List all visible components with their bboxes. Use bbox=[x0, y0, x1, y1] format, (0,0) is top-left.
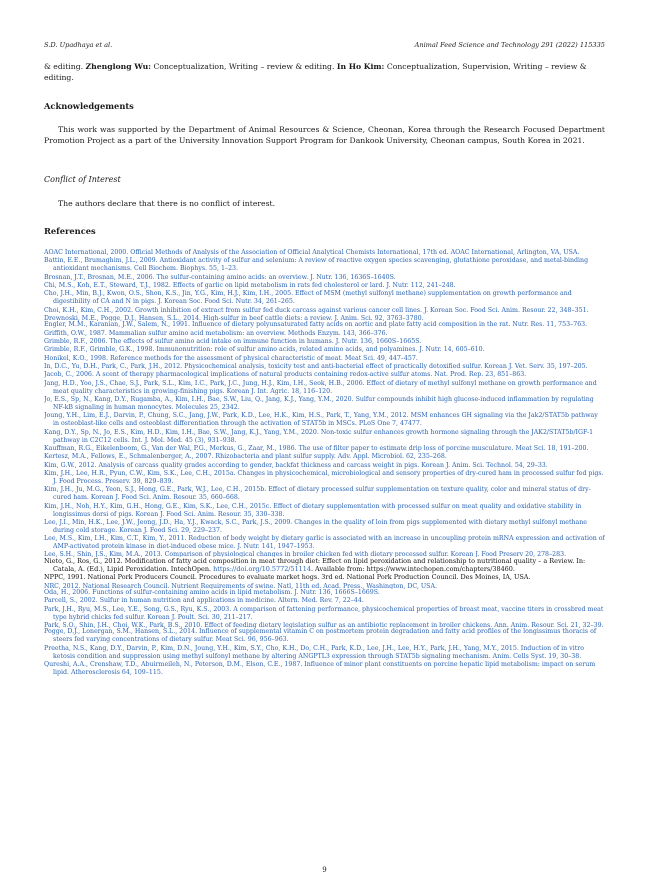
reference-item[interactable]: Battin, E.E., Brumaghim, J.L., 2009. Antioxidant activity of sulfur and selenium: A review of reactive oxygen species scavenging, glutathione peroxidase, and metal-binding antioxidant mechanisms. Cell Biochem. Biophys. 55, 1–23. bbox=[44, 257, 589, 273]
reference-item[interactable]: Pogge, D.J., Lonergan, S.M., Hansen, S.L., 2014. Influence of supplemental vitamin C on postmortem protein degradation and fatty acid profiles of the longissimus thoracis of steers fed varying concentrations of dietary sulfur. Meat Sci. 96, 956–963. bbox=[44, 628, 597, 644]
reference-list bbox=[44, 249, 605, 677]
header-authors: S.D. Upadhaya et al. bbox=[44, 41, 113, 49]
reference-item[interactable]: Preetha, N.S., Kang, D.Y., Darvin, P., Kim, D.N., Joung, Y.H., Kim, S.Y., Cho, K.H., Do, C.H., Park, K.D., Lee, J.H., Lee, H.Y., Park, J.H., Yang, M.Y., 2015. Induction of in vitro ketosis condition and suppression using methyl sulfonyl methane by altering ANGPTL3 expression through STAT5b signaling mechanism. Anim. Cells Syst. 19, 30–38. bbox=[44, 644, 584, 660]
reference-item-nieto bbox=[44, 558, 605, 574]
reference-item[interactable]: Drewnoski, M.E., Pogge, D.J., Hansen, S.L., 2014. High-sulfur in beef cattle diets: a review. J. Anim. Sci. 92, 3763–3780. bbox=[44, 314, 424, 321]
reference-item[interactable]: Kim, J.H., Lee, H.R., Pyun, C.W., Kim, S.K., Lee, C.H., 2015a. Changes in physicochemical, microbiological and sensory properties of dry-cured ham in processed sulfur fed pigs. J. Food Process. Preserv. 39, 829–839. bbox=[44, 469, 604, 485]
nieto-doi-link[interactable]: https://doi.org/10.5772/51114 bbox=[213, 564, 311, 573]
reference-item[interactable]: Joung, Y.H., Lim, E.J., Darvin, P., Chung, S.C., Jang, J.W., Park, K.D., Lee, H.K., Kim, H.S., Park, T., Yang, Y.M., 2012. MSM enhances GH signaling via the Jak2/STAT5b pathway in osteoblast-like cells and osteoblast differentiation through the activation of STAT5b in MSCs. PLoS One 7, 47477. bbox=[44, 412, 598, 428]
references-heading: References bbox=[44, 226, 96, 236]
reference-item[interactable]: Jang, H.D., Yoo, J.S., Chae, S.J., Park, S.L., Kim, I.C., Park, J.C., Jung, H.J., Kim, I.H., Seok, H.B., 2006. Effect of dietary of methyl sulfonyl methane on growth performance and meat quality characteristics in growing-finishing pigs. Korean J. Int. Agric. 18, 116–120. bbox=[44, 379, 597, 395]
reference-item[interactable]: Kim, J.H., Ju, M.G., Yeon, S.J., Hong, G.E., Park, W.J., Lee, C.H., 2015b. Effect of dietary processed sulfur supplementation on texture quality, color and mineral status of dry-cured ham. Korean J. Food Sci. Anim. Resour. 35, 660–668. bbox=[44, 486, 591, 502]
reference-item[interactable]: Grimble, R.F., 2006. The effects of sulfur amino acid intake on immune function in humans. J. Nutr. 136, 1660S–1665S. bbox=[44, 338, 422, 346]
reference-item[interactable]: Kang, D.Y., Sp, N., Jo, E.S., Kim, H.D., Kim, I.H., Bae, S.W., Jang, K.J., Yang, Y.M., 2020. Non-toxic sulfur enhances growth hormone signaling through the JAK2/STAT5b/IGF-1 pathway in C2C12 cells. Int. J. Mol. Med. 45 (3), 931–938. bbox=[44, 428, 594, 444]
reference-item[interactable]: Lee, J.I., Min, H.K., Lee, J.W., Jeong, J.D., Ha, Y.J., Kwack, S.C., Park, J.S., 2009. Changes in the quality of loin from pigs supplemented with dietary methyl sulfonyl methane during cold storage. Korean J. Food Sci. 29, 229–237. bbox=[44, 518, 587, 534]
reference-item[interactable]: Engler, M.M., Karanian, J.W., Salem, N., 1991. Influence of dietary polyunsaturated fatty acids on aortic and plate fatty acid composition in the rat. Nutr. Res. 11, 753–763. bbox=[44, 321, 588, 329]
reference-item[interactable]: Kauffman, R.G., Eikelenboom, G., Van der Wal, P.G., Merkus, G., Zaar, M., 1986. The use of filter paper to estimate drip loss of porcine musculature. Meat Sci. 18, 191–200. bbox=[44, 444, 589, 452]
reference-item[interactable]: Honikel, K.O., 1998. Reference methods for the assessment of physical characteristic of meat. Meat Sci. 49, 447–457. bbox=[44, 354, 418, 362]
conflict-text: The authors declare that there is no conflict of interest. bbox=[58, 199, 276, 208]
reference-item[interactable]: Grimble, R.F., Grimble, G.K., 1998. Immunonutrition: role of sulfur amino acids, related amino acids, and polyamines. J. Nutr. 14, 605–610. bbox=[44, 346, 485, 354]
nieto-text: Nieto, G., Ros, G., 2012. Modification of fatty acid composition in meat through diet: Effect on lipid peroxidation and relationship to nutritional quality – a Review. In: Catala, A. (Ed.), Lipid Peroxidation. IntechOpen. bbox=[44, 557, 586, 573]
page-number: 9 bbox=[322, 866, 327, 874]
reference-item[interactable]: NRC, 2012. National Research Council. Nutrient Requirements of swine. Natl, 11th ed. Acad. Press., Washington, DC, USA. bbox=[44, 582, 437, 589]
acknowledgements-heading: Acknowledgements bbox=[44, 101, 134, 111]
credit-text-kim: Conceptualization, Supervision, Writing – review & editing. bbox=[44, 62, 587, 82]
reference-item[interactable]: Chi, M.S., Koh, E.T., Steward, T.J., 1982. Effects of garlic on lipid metabolism in rats fed cholesterol or lard. J. Nutr. 112, 241–248. bbox=[44, 281, 456, 289]
reference-item[interactable]: Brosnan, J.T., Brosnan, M.E., 2006. The sulfur-containing amino acids: an overview. J. Nutr. 136, 1636S–1640S. bbox=[44, 273, 396, 281]
nieto-tail: . Available from: https://www.intechopen.com/chapters/38460. bbox=[310, 564, 515, 573]
reference-item[interactable]: Griffith, O.W., 1987. Mammalian sulfur amino acid metabolism: an overview. Methods Enzym. 143, 366–376. bbox=[44, 329, 388, 337]
reference-item[interactable]: Choi, K.H., Kim, C.H., 2002. Growth inhibition of extract from sulfur fed duck carcass against various cancer cell lines. J. Korean Soc. Food Sci. Anim. Resour. 22, 348–351. bbox=[44, 306, 589, 314]
reference-item[interactable]: Qureshi, A.A., Crenshaw, T.D., Abuirmeileh, N., Peterson, D.M., Elson, C.E., 1987. Influence of minor plant constituents on porcine hepatic lipid metabolism: impact on serum lipid. Atherosclerosis 64, 109–115. bbox=[44, 660, 596, 676]
acknowledgements-text: This work was supported by the Department of Animal Resources & Science, Cheonan, Korea through the Research Focused Department Promotion Project as a part of the University Innovation Support Program for Dankook University, Cheonan campus, South Korea in 2021. bbox=[44, 125, 605, 145]
reference-item[interactable]: Lee, S.H., Shin, J.S., Kim, M.A., 2013. Comparison of physiological changes in broiler chicken fed with dietary processed sulfur. Korean J. Food Preserv 20, 278–283. bbox=[44, 551, 567, 558]
reference-item[interactable]: Kim, G.W., 2012. Analysis of carcass quality grades according to gender, backfat thickness and carcass weight in pigs. Korean J. Anim. Sci. Technol. 54, 29–33. bbox=[44, 461, 548, 469]
conflict-heading: Conflict of Interest bbox=[44, 175, 121, 184]
reference-item[interactable]: Jacob, C., 2006. A scent of therapy pharmacological implications of natural products containing redox-active sulfur atoms. Nat. Prod. Rep. 23, 851–863. bbox=[44, 371, 527, 379]
reference-item[interactable]: AOAC International, 2000. Official Methods of Analysis of the Association of Official Analytical Chemists International, 17th ed. AOAC International, Arlington, VA, USA. bbox=[44, 249, 580, 256]
reference-item[interactable]: Lee, M.S., Kim, I.H., Kim, C.T., Kim, Y., 2011. Reduction of body weight by dietary garlic is associated with an increase in uncoupling protein mRNA expression and activation of AMP-activated protein kinase in diet-induced obese mice. J. Nutr. 141, 1947–1953. bbox=[44, 535, 605, 551]
reference-item[interactable]: Jo, E.S., Sp, N., Kang, D.Y., Rugamba, A., Kim, I.H., Bae, S.W., Liu, Q., Jang, K.J., Yang, Y.M., 2020. Sulfur compounds inhibit high glucose-induced inflammation by regulating NF-kB signaling in human monocytes. Molecules 25, 2342. bbox=[44, 396, 594, 412]
reference-item[interactable]: Cho, J.H., Min, B.J., Kwon, O.S., Shon, K.S., Jin, Y.G., Kim, H.J., Kim, I.H., 2005. Effect of MSM (methyl sulfonyl methane) supplementation on growth performance and digestibility of CA and N in pigs. J. Korean Soc. Food Sci. Nutr. 34, 261–265. bbox=[44, 290, 572, 306]
reference-item[interactable]: Kim, J.H., Noh, H.Y., Kim, G.H., Hong, G.E., Kim, S.K., Lee, C.H., 2015c. Effect of dietary supplementation with processed sulfur on meat quality and oxidative stability in longissimus dorsi of pigs. Korean J. Food Sci. Anim. Resour. 35, 330–338. bbox=[44, 502, 582, 518]
reference-item[interactable]: Oda, H., 2006. Functions of sulfur-containing amino acids in lipid metabolism. J. Nutr. 136, 1666S–1669S. bbox=[44, 588, 380, 596]
header-journal: Animal Feed Science and Technology 291 (2022) 115335 bbox=[414, 41, 605, 49]
reference-item[interactable]: In, D.C., Yu, D.H., Park, C., Park, J.H., 2012. Physicochemical analysis, toxicity test and anti-bacterial effect of practically detoxified sulfur. Korean J. Vet. Serv. 35, 197–205. bbox=[44, 363, 588, 371]
credit-lead: & editing. bbox=[44, 62, 86, 71]
reference-item[interactable]: Parcell, S., 2002. Sulfur in human nutrition and applications in medicine. Altern. Med. Rev. 7, 22–44. bbox=[44, 597, 364, 605]
running-header bbox=[44, 41, 605, 53]
reference-item[interactable]: Park, S.O., Shin, J.H., Choi, W.K., Park, B.S., 2010. Effect of feeding dietary legislation sulfur as an antibiotic replacement in broiler chickens. Ann. Anim. Resour. Sci. 21, 32–39. bbox=[44, 621, 604, 628]
reference-item-nppc: NPPC, 1991. National Pork Producers Council. Procedures to evaluate market hogs. 3rd ed. National Pork Production Council. Des Moines, IA, USA. bbox=[44, 574, 531, 582]
credit-name-wu: Zhenglong Wu: bbox=[85, 62, 152, 71]
reference-item[interactable]: Kertesz, M.A., Fellows, E., Schmalenberger, A., 2007. Rhizobacteria and plant sulfur supply. Adv. Appl. Microbiol. 62, 235–268. bbox=[44, 453, 447, 461]
reference-item[interactable]: Park, J.H., Ryu, M.S., Lee, Y.E., Song, G.S., Ryu, K.S., 2003. A comparison of fattening performance, physicochemical properties of breast meat, vaccine titers in crossbred meat type hybrid chicks fed sulfur. Korean J. Poult. Sci. 30, 211–217. bbox=[44, 605, 604, 621]
credit-name-kim: In Ho Kim: bbox=[336, 62, 385, 71]
credit-text-wu: Conceptualization, Writing – review & editing. bbox=[151, 62, 337, 71]
author-contributions bbox=[44, 61, 605, 83]
